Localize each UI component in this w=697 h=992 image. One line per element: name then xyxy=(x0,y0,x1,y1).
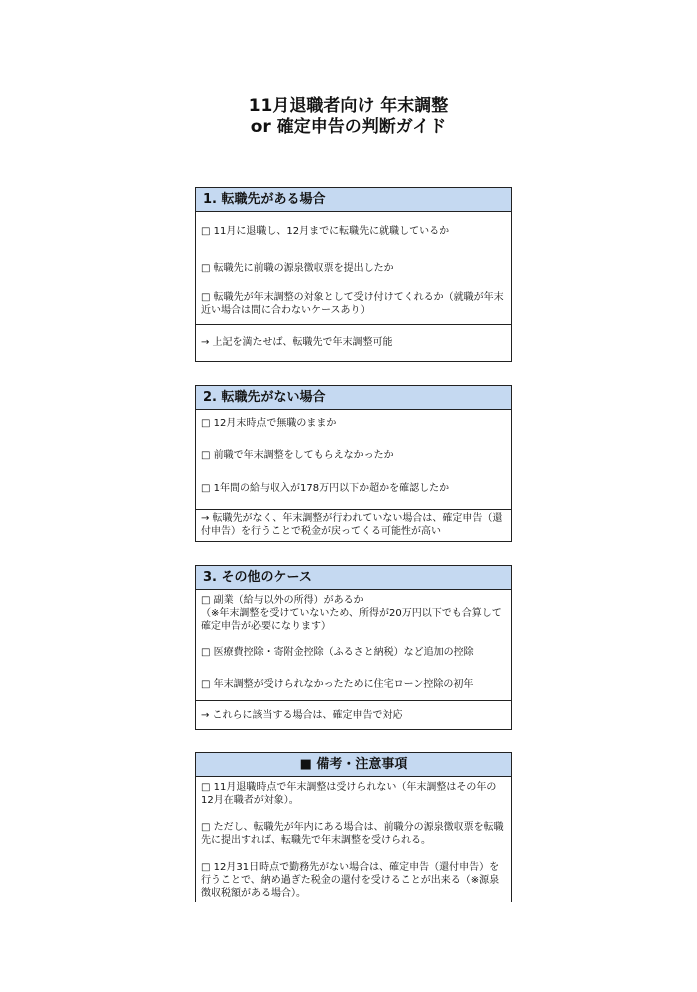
conclusion-divider xyxy=(196,509,511,510)
note-item: □ 12月31日時点で勤務先がない場合は、確定申告（還付申告）を行うことで、納め過ぎた税金の還付を受けることが出来る（※源泉徴収税額がある場合）。 xyxy=(201,862,500,899)
section-with-new-job xyxy=(195,187,512,362)
section-notes xyxy=(195,752,512,902)
note-item: □ 11月退職時点で年末調整は受けられない（年末調整はその年の12月在職者が対象）。 xyxy=(201,782,497,806)
checklist-item: □ 年末調整が受けられなかったために住宅ローン控除の初年 xyxy=(201,679,474,690)
conclusion-text: → 転職先がなく、年末調整が行われていない場合は、確定申告（還付申告）を行うことで税金が戻ってくる可能性が高い xyxy=(201,513,503,537)
checklist-item: □ 前職で年末調整をしてもらえなかったか xyxy=(201,450,394,461)
checklist-item: □ 転職先に前職の源泉徴収票を提出したか xyxy=(201,263,394,274)
conclusion-divider xyxy=(196,700,511,701)
conclusion-text: → 上記を満たせば、転職先で年末調整可能 xyxy=(201,337,393,348)
section-body xyxy=(196,410,511,542)
checklist-item: □ 医療費控除・寄附金控除（ふるさと納税）など追加の控除 xyxy=(201,647,474,658)
checklist-item: □ 1年間の給与収入が178万円以下か超かを確認したか xyxy=(201,483,450,494)
section-header: 1. 転職先がある場合 xyxy=(196,188,511,212)
page-title-line1: 11月退職者向け 年末調整 xyxy=(248,96,449,116)
section-other-cases xyxy=(195,565,512,730)
section-header: ■ 備考・注意事項 xyxy=(196,753,511,777)
section-body xyxy=(196,777,511,902)
section-header: 3. その他のケース xyxy=(196,566,511,590)
conclusion-text: → これらに該当する場合は、確定申告で対応 xyxy=(201,710,403,721)
section-header: 2. 転職先がない場合 xyxy=(196,386,511,410)
note-item: □ ただし、転職先が年内にある場合は、前職分の源泉徴収票を転職先に提出すれば、転職先で年末調整を受けられる。 xyxy=(201,822,504,846)
section-no-new-job xyxy=(195,385,512,542)
section-body xyxy=(196,212,511,362)
conclusion-divider xyxy=(196,324,511,325)
section-body xyxy=(196,590,511,730)
checklist-item: □ 12月末時点で無職のままか xyxy=(201,418,337,429)
checklist-item: □ 11月に退職し、12月までに転職先に就職しているか xyxy=(201,226,450,237)
page-title-line2: or 確定申告の判断ガイド xyxy=(250,117,447,137)
page-title xyxy=(0,96,697,138)
checklist-item: □ 副業（給与以外の所得）があるか xyxy=(201,595,364,606)
checklist-note: （※年末調整を受けていないため、所得が20万円以下でも合算して確定申告が必要になります） xyxy=(201,608,502,632)
checklist-item: □ 転職先が年末調整の対象として受け付けてくれるか（就職が年末近い場合は間に合わないケースあり） xyxy=(201,292,504,316)
